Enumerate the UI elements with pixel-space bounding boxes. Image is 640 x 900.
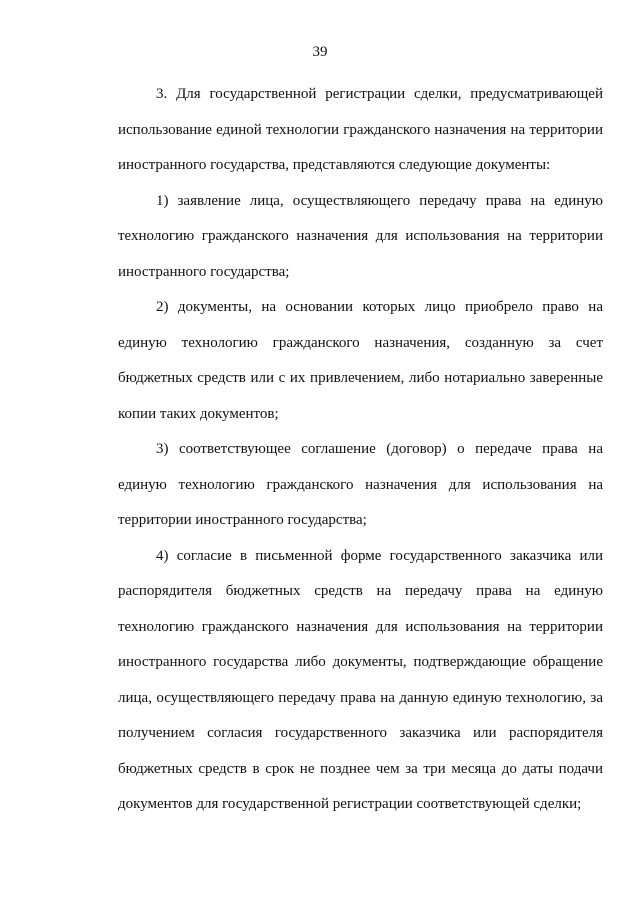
list-item-3: 3) соответствующее соглашение (договор) о передаче права на единую технологию гражданского назначения для использования на территории иностранного государства; <box>118 441 603 528</box>
page-number: 39 <box>312 44 328 60</box>
list-item-2: 2) документы, на основании которых лицо приобрело право на единую технологию гражданского назначения, созданную за счет бюджетных средств или с их привлечением, либо нотариально заверенные копии таких документов; <box>118 299 603 422</box>
document-body <box>118 77 603 823</box>
paragraph-3: 3. Для государственной регистрации сделки, предусматривающей использование единой технологии гражданского назначения на территории иностранного государства, представляются следующие документы: <box>118 86 603 173</box>
list-item-1: 1) заявление лица, осуществляющего передачу права на единую технологию гражданского назначения для использования на территории иностранного государства; <box>118 192 603 280</box>
list-item-4: 4) согласие в письменной форме государственного заказчика или распорядителя бюджетных средств на передачу права на единую технологию гражданского назначения для использования на территории иностранного государства либо документы, подтверждающие обращение лица, осуществляющего передачу права на данную единую технологию, за получением согласия государственного заказчика или распорядителя бюджетных средств в срок не позднее чем за три месяца до даты подачи документов для государственной регистрации соответствующей сделки; <box>118 547 603 812</box>
